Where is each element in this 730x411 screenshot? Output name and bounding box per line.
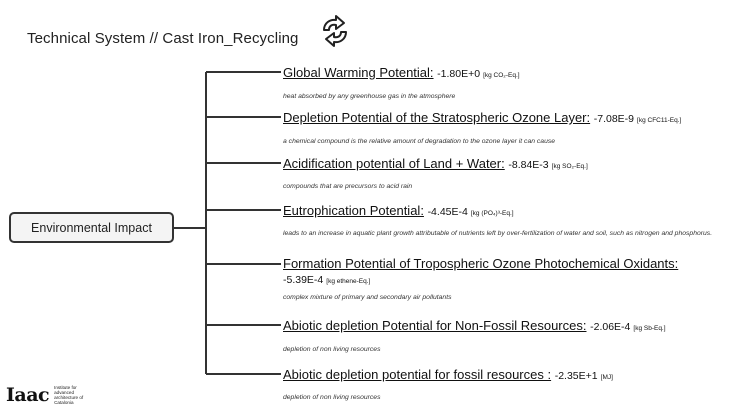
indicator-value: -8.84E-3 [508,159,549,171]
indicator-unit: [kg CO₂-Eq.] [483,72,520,79]
indicator-value: -5.39E-4 [283,274,324,286]
indicator-ozone-depletion [283,110,723,128]
indicator-unit: [kg Sb-Eq.] [633,325,666,332]
indicator-abiotic-non-fossil [283,318,723,336]
indicator-unit: [kg (PO₄)³-Eq.] [470,210,514,217]
indicator-value: -7.08E-9 [593,113,635,125]
indicator-abiotic-fossil [283,367,723,385]
logo-mark: Iaac [6,384,50,406]
indicator-description: heat absorbed by any greenhouse gas in the atmosphere [283,93,456,100]
indicator-name: Formation Potential of Tropospheric Ozone Photochemical Oxidants: [283,256,679,271]
indicator-ozone-formation [283,256,723,289]
indicator-unit: [kg ethene-Eq.] [326,278,371,285]
iaac-logo [6,383,92,407]
indicator-description: leads to an increase in aquatic plant growth attributable of nutrients left by over-fertilization of water and soil, such as nitrogen and phosphorus. [283,230,713,237]
indicator-value: -2.06E-4 [590,321,631,333]
indicator-name: Depletion Potential of the Stratospheric Ozone Layer: [283,110,591,125]
indicator-unit: [kg CFC11-Eq.] [637,117,682,124]
indicator-value: -4.45E-4 [427,206,468,218]
indicator-name: Global Warming Potential: [283,65,434,80]
indicator-unit: [kg SO₂-Eq.] [551,163,588,170]
indicator-unit: [MJ] [600,374,613,381]
indicator-description: a chemical compound is the relative amount of degradation to the ozone layer it can cause [283,138,556,145]
indicator-name: Abiotic depletion Potential for Non-Fossil Resources: [283,318,587,333]
indicator-description: complex mixture of primary and secondary air pollutants [283,294,452,301]
page-title: Technical System // Cast Iron_Recycling [27,30,299,47]
indicator-global-warming [283,65,723,83]
indicator-acidification [283,156,723,174]
root-label: Environmental Impact [31,220,152,235]
indicator-eutrophication [283,203,723,221]
indicator-description: depletion of non living resources [283,394,381,401]
indicator-name: Acidification potential of Land + Water: [283,156,505,171]
logo-text: Institute for advanced architecture of Catalonia [54,385,84,405]
indicator-value: -1.80E+0 [437,68,481,80]
indicator-name: Eutrophication Potential: [283,203,424,218]
indicator-name: Abiotic depletion potential for fossil resources : [283,367,552,382]
environmental-impact-node [9,212,174,243]
indicator-description: compounds that are precursors to acid rain [283,183,413,190]
indicator-description: depletion of non living resources [283,346,381,353]
indicator-value: -2.35E+1 [554,370,598,382]
